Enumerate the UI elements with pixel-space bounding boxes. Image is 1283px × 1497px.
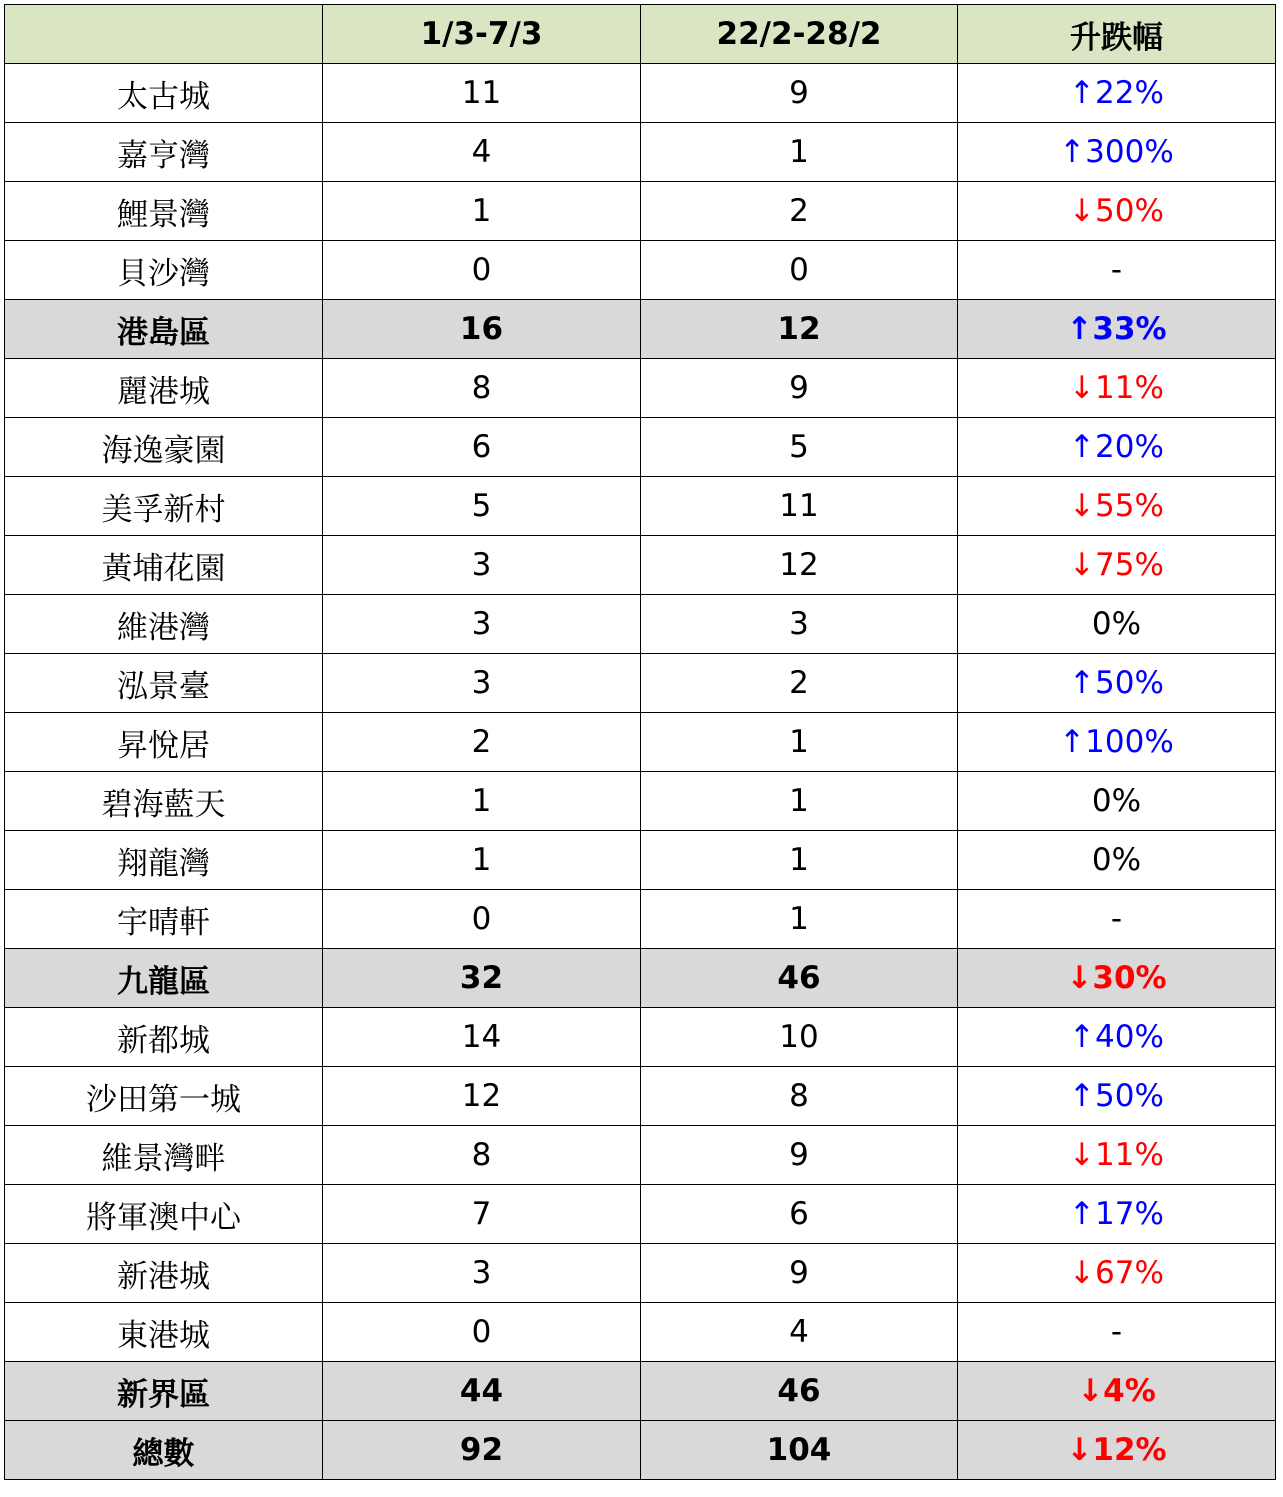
change-cell: ↑50% (958, 654, 1276, 713)
table-row (5, 595, 1276, 654)
table-row (5, 359, 1276, 418)
previous-count-cell: 10 (641, 1008, 958, 1067)
current-count-cell: 0 (323, 890, 641, 949)
current-count-cell: 1 (323, 772, 641, 831)
current-count-cell: 2 (323, 713, 641, 772)
previous-count-cell: 0 (641, 241, 958, 300)
previous-count-cell: 3 (641, 595, 958, 654)
table-row (5, 123, 1276, 182)
change-cell: 0% (958, 831, 1276, 890)
previous-count-cell: 12 (641, 536, 958, 595)
current-count-cell: 1 (323, 831, 641, 890)
estate-name-cell: 碧海藍天 (5, 772, 323, 831)
estate-name-cell: 將軍澳中心 (5, 1185, 323, 1244)
change-cell: ↑33% (958, 300, 1276, 359)
previous-count-cell: 104 (641, 1421, 958, 1480)
previous-count-cell: 2 (641, 654, 958, 713)
estate-name-cell: 九龍區 (5, 949, 323, 1008)
previous-count-cell: 1 (641, 713, 958, 772)
estate-name-cell: 海逸豪園 (5, 418, 323, 477)
header-period-current: 1/3-7/3 (323, 5, 641, 64)
header-period-previous: 22/2-28/2 (641, 5, 958, 64)
change-cell: - (958, 241, 1276, 300)
change-cell: ↑20% (958, 418, 1276, 477)
change-cell: ↑100% (958, 713, 1276, 772)
previous-count-cell: 9 (641, 359, 958, 418)
change-cell: ↓67% (958, 1244, 1276, 1303)
change-cell: ↓55% (958, 477, 1276, 536)
header-change: 升跌幅 (958, 5, 1276, 64)
table-row (5, 890, 1276, 949)
table-row (5, 1126, 1276, 1185)
estate-name-cell: 昇悅居 (5, 713, 323, 772)
estate-name-cell: 嘉亨灣 (5, 123, 323, 182)
change-cell: ↑300% (958, 123, 1276, 182)
table-row (5, 477, 1276, 536)
table-row (5, 1185, 1276, 1244)
current-count-cell: 3 (323, 654, 641, 713)
previous-count-cell: 1 (641, 772, 958, 831)
previous-count-cell: 1 (641, 123, 958, 182)
change-cell: ↓75% (958, 536, 1276, 595)
estate-name-cell: 翔龍灣 (5, 831, 323, 890)
previous-count-cell: 9 (641, 1126, 958, 1185)
estate-name-cell: 維景灣畔 (5, 1126, 323, 1185)
change-cell: ↑17% (958, 1185, 1276, 1244)
previous-count-cell: 1 (641, 831, 958, 890)
change-cell: ↓11% (958, 1126, 1276, 1185)
table-row (5, 536, 1276, 595)
change-cell: ↓11% (958, 359, 1276, 418)
change-cell: 0% (958, 595, 1276, 654)
transactions-table (4, 4, 1276, 1480)
estate-name-cell: 總數 (5, 1421, 323, 1480)
current-count-cell: 11 (323, 64, 641, 123)
current-count-cell: 8 (323, 1126, 641, 1185)
estate-name-cell: 新界區 (5, 1362, 323, 1421)
estate-name-cell: 東港城 (5, 1303, 323, 1362)
header-row (5, 5, 1276, 64)
estate-name-cell: 太古城 (5, 64, 323, 123)
estate-name-cell: 貝沙灣 (5, 241, 323, 300)
estate-name-cell: 港島區 (5, 300, 323, 359)
previous-count-cell: 8 (641, 1067, 958, 1126)
change-cell: 0% (958, 772, 1276, 831)
change-cell: - (958, 890, 1276, 949)
table-row (5, 654, 1276, 713)
previous-count-cell: 12 (641, 300, 958, 359)
current-count-cell: 92 (323, 1421, 641, 1480)
previous-count-cell: 46 (641, 949, 958, 1008)
current-count-cell: 12 (323, 1067, 641, 1126)
subtotal-row (5, 300, 1276, 359)
change-cell: ↑40% (958, 1008, 1276, 1067)
current-count-cell: 0 (323, 241, 641, 300)
estate-name-cell: 沙田第一城 (5, 1067, 323, 1126)
change-cell: - (958, 1303, 1276, 1362)
change-cell: ↓50% (958, 182, 1276, 241)
current-count-cell: 14 (323, 1008, 641, 1067)
table-row (5, 1067, 1276, 1126)
table-body (5, 64, 1276, 1480)
previous-count-cell: 2 (641, 182, 958, 241)
change-cell: ↑50% (958, 1067, 1276, 1126)
current-count-cell: 4 (323, 123, 641, 182)
estate-name-cell: 麗港城 (5, 359, 323, 418)
current-count-cell: 3 (323, 536, 641, 595)
current-count-cell: 0 (323, 1303, 641, 1362)
estate-name-cell: 黃埔花園 (5, 536, 323, 595)
current-count-cell: 3 (323, 595, 641, 654)
table-row (5, 241, 1276, 300)
change-cell: ↓4% (958, 1362, 1276, 1421)
header-estate (5, 5, 323, 64)
estate-name-cell: 維港灣 (5, 595, 323, 654)
previous-count-cell: 6 (641, 1185, 958, 1244)
previous-count-cell: 5 (641, 418, 958, 477)
previous-count-cell: 11 (641, 477, 958, 536)
table-row (5, 831, 1276, 890)
current-count-cell: 3 (323, 1244, 641, 1303)
table-row (5, 713, 1276, 772)
table-row (5, 182, 1276, 241)
estate-name-cell: 宇晴軒 (5, 890, 323, 949)
table-row (5, 418, 1276, 477)
current-count-cell: 44 (323, 1362, 641, 1421)
estate-name-cell: 新港城 (5, 1244, 323, 1303)
change-cell: ↑22% (958, 64, 1276, 123)
current-count-cell: 16 (323, 300, 641, 359)
table-row (5, 772, 1276, 831)
previous-count-cell: 46 (641, 1362, 958, 1421)
table-row (5, 1244, 1276, 1303)
current-count-cell: 32 (323, 949, 641, 1008)
current-count-cell: 8 (323, 359, 641, 418)
previous-count-cell: 1 (641, 890, 958, 949)
current-count-cell: 6 (323, 418, 641, 477)
estate-name-cell: 新都城 (5, 1008, 323, 1067)
estate-name-cell: 泓景臺 (5, 654, 323, 713)
table-row (5, 1008, 1276, 1067)
previous-count-cell: 9 (641, 1244, 958, 1303)
subtotal-row (5, 1362, 1276, 1421)
previous-count-cell: 9 (641, 64, 958, 123)
change-cell: ↓30% (958, 949, 1276, 1008)
current-count-cell: 5 (323, 477, 641, 536)
change-cell: ↓12% (958, 1421, 1276, 1480)
total-row (5, 1421, 1276, 1480)
current-count-cell: 1 (323, 182, 641, 241)
table-row (5, 64, 1276, 123)
estate-name-cell: 美孚新村 (5, 477, 323, 536)
current-count-cell: 7 (323, 1185, 641, 1244)
previous-count-cell: 4 (641, 1303, 958, 1362)
estate-name-cell: 鯉景灣 (5, 182, 323, 241)
table-row (5, 1303, 1276, 1362)
subtotal-row (5, 949, 1276, 1008)
